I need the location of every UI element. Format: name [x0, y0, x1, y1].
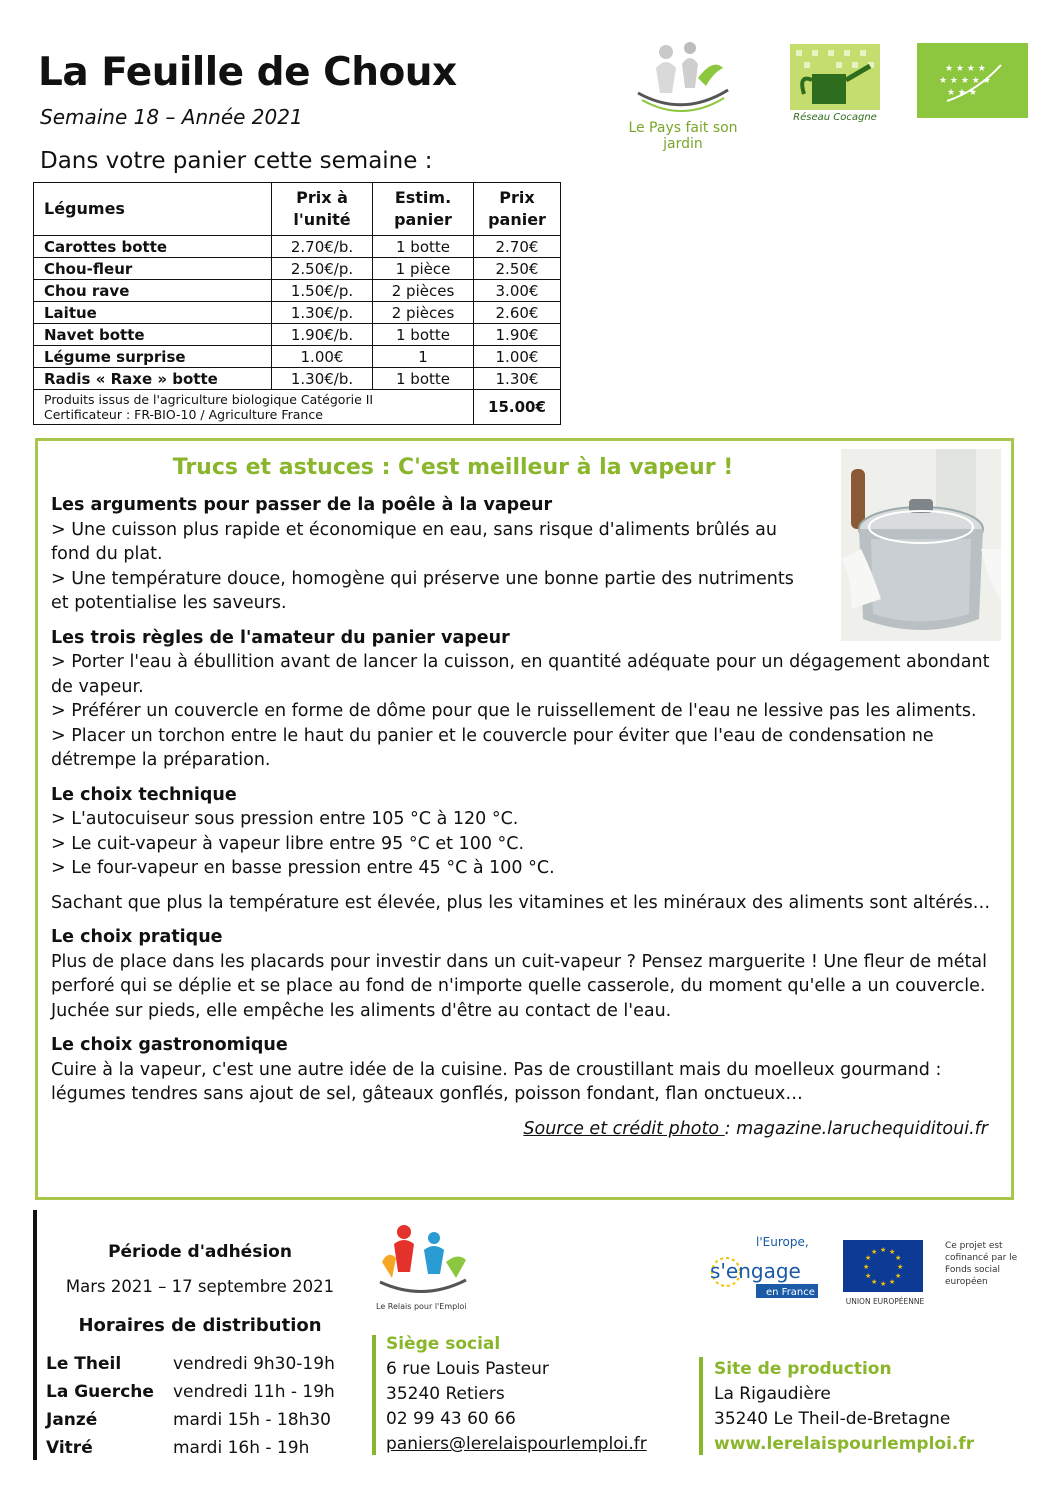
svg-text:★: ★ [871, 1248, 878, 1256]
svg-text:★: ★ [889, 1278, 896, 1286]
eu-flag-icon [843, 1240, 923, 1292]
panier-heading: Dans votre panier cette semaine : [40, 148, 433, 174]
reseau-cocagne-logo [790, 44, 880, 134]
section-arguments: Les arguments pour passer de la poêle à la vapeur > Une cuisson plus rapide et économique en eau, sans risque d'aliments brûlés au fond du plat. > Une température douce, homogène qui préserve une bonne partie des nutriments et potentialise les saveurs. [51, 493, 811, 616]
source-credit [51, 1117, 1003, 1142]
siege-heading: Siège social [386, 1334, 501, 1354]
svg-text:en France: en France [766, 1287, 815, 1298]
horaires-title: Horaires de distribution [78, 1315, 322, 1336]
tips-body [51, 493, 1003, 1141]
page-subtitle: Semaine 18 – Année 2021 [40, 105, 303, 129]
eu-label: UNION EUROPÉENNE [845, 1297, 925, 1306]
svg-text:★: ★ [889, 1248, 896, 1256]
header-prix-panier: Prix panier [474, 183, 561, 236]
section-title: Le choix pratique [51, 927, 223, 947]
schedule-row: Janzé mardi 15h - 18h30 [46, 1410, 331, 1430]
website-link[interactable]: www.lerelaispourlemploi.fr [714, 1434, 975, 1454]
svg-text:★: ★ [865, 1272, 872, 1280]
pays-jardin-logo [608, 38, 768, 152]
header-estim-panier: Estim. panier [373, 183, 474, 236]
svg-text:★ ★ ★: ★ ★ ★ [947, 88, 977, 98]
eu-organic-logo [917, 43, 1028, 118]
production-divider [699, 1357, 703, 1455]
table-row: Radis « Raxe » botte 1.30€/b. 1 botte 1.30€ [34, 368, 561, 390]
section-title: Le choix technique [51, 784, 237, 805]
production-heading: Site de production [714, 1359, 892, 1379]
section-title: Les trois règles de l'amateur du panier vapeur [51, 627, 510, 648]
footer-divider [33, 1210, 37, 1460]
reseau-cocagne-text: Réseau Cocagne [793, 112, 877, 123]
svg-text:★: ★ [895, 1254, 902, 1262]
certification-note: Produits issus de l'agriculture biologique Catégorie II Certificateur : FR-BIO-10 / Agriculture France [34, 390, 474, 425]
fse-cofinance-text: Ce projet est cofinancé par le Fonds social européen [945, 1241, 1018, 1287]
section-title: Le choix gastronomique [51, 1035, 288, 1055]
vegetable-price-table [33, 182, 561, 425]
production-site-block: Site de production La Rigaudière 35240 Le Theil-de-Bretagne www.lerelaispourlemploi.fr [714, 1357, 974, 1457]
siege-email-link[interactable]: paniers@lerelaispourlemploi.fr [386, 1434, 647, 1454]
distribution-schedule [46, 1350, 335, 1462]
svg-text:★: ★ [880, 1280, 887, 1288]
source-label: Source et crédit photo [523, 1118, 725, 1139]
section-choix-gastronomique: Le choix gastronomique Cuire à la vapeur, c'est une autre idée de la cuisine. Pas de croustillant mais du moelleux gourmand : légumes tendres sans ajout de sel, gâteaux gonflés, poisson fondant, flan onctueux… [51, 1033, 1003, 1107]
basket-total: 15.00€ [474, 390, 561, 425]
svg-text:★: ★ [897, 1263, 904, 1271]
schedule-row: Le Theil vendredi 9h30-19h [46, 1354, 335, 1374]
table-footer-row [34, 390, 561, 425]
header-prix-unite: Prix à l'unité [272, 183, 373, 236]
siege-social-block: Siège social 6 rue Louis Pasteur 35240 Retiers 02 99 43 60 66 paniers@lerelaispourlemploi.fr [386, 1332, 647, 1457]
section-regles: Les trois règles de l'amateur du panier vapeur > Porter l'eau à ébullition avant de lancer la cuisson, en quantité adéquate pour un dégagement abondant de vapeur. > Préférer un couvercle en forme de dôme pour que le ruissellement de l'eau ne lessive pas les aliments. > Placer un torchon entre le haut du panier et le couvercle pour éviter que l'eau de condensation ne détrempe la préparation. [51, 626, 1003, 773]
svg-text:★: ★ [880, 1246, 887, 1254]
svg-text:l'Europe,: l'Europe, [756, 1235, 809, 1249]
table-row: Chou rave 1.50€/p. 2 pièces 3.00€ [34, 280, 561, 302]
table-row: Navet botte 1.90€/b. 1 botte 1.90€ [34, 324, 561, 346]
section-vitamines: Sachant que plus la température est élevée, plus les vitamines et les minéraux des aliments sont altérés… [51, 892, 991, 913]
tips-box [35, 438, 1014, 1200]
svg-text:★ ★ ★ ★ ★: ★ ★ ★ ★ ★ [939, 76, 991, 86]
europe-sengage-logo [706, 1232, 821, 1307]
adhesion-title: Période d'adhésion [108, 1242, 292, 1262]
table-header-row [34, 183, 561, 236]
siege-phone: 02 99 43 60 66 [386, 1409, 516, 1429]
schedule-row: La Guerche vendredi 11h - 19h [46, 1382, 335, 1402]
adhesion-period: Mars 2021 – 17 septembre 2021 [65, 1277, 335, 1296]
svg-text:★: ★ [895, 1272, 902, 1280]
page-title: La Feuille de Choux [38, 50, 457, 95]
svg-text:★: ★ [863, 1263, 870, 1271]
pays-jardin-text: Le Pays fait son jardin [628, 120, 738, 152]
table-row: Carottes botte 2.70€/b. 1 botte 2.70€ [34, 236, 561, 258]
table-row: Laitue 1.30€/p. 2 pièces 2.60€ [34, 302, 561, 324]
svg-text:s'engage: s'engage [710, 1259, 801, 1283]
header-legumes: Légumes [34, 183, 272, 236]
section-title: Les arguments pour passer de la poêle à la vapeur [51, 495, 553, 515]
relais-emploi-logo [376, 1222, 471, 1317]
table-row: Chou-fleur 2.50€/p. 1 pièce 2.50€ [34, 258, 561, 280]
svg-text:★: ★ [865, 1254, 872, 1262]
svg-text:★: ★ [871, 1278, 878, 1286]
siege-divider [372, 1335, 376, 1455]
svg-text:★ ★ ★ ★: ★ ★ ★ ★ [945, 64, 986, 74]
relais-emploi-text: Le Relais pour l'Emploi [376, 1302, 467, 1311]
section-choix-pratique: Le choix pratique Plus de place dans les placards pour investir dans un cuit-vapeur ? Pensez marguerite ! Une fleur de métal perforé qui se déplie et se place au fond de n'importe quelle casserole, du moment qu'elle a un couvercle. Juchée sur pieds, elle empêche les aliments d'être au contact de l'eau. [51, 925, 1003, 1023]
table-row: Légume surprise 1.00€ 1 1.00€ [34, 346, 561, 368]
schedule-row: Vitré mardi 16h - 19h [46, 1438, 310, 1458]
source-value: : magazine.laruchequiditoui.fr [724, 1118, 988, 1139]
tips-title: Trucs et astuces : C'est meilleur à la vapeur ! [172, 455, 734, 480]
section-choix-technique: Le choix technique > L'autocuiseur sous pression entre 105 °C à 120 °C. > Le cuit-vapeur à vapeur libre entre 95 °C et 100 °C. > Le four-vapeur en basse pression entre 45 °C à 100 °C. [51, 783, 1003, 881]
